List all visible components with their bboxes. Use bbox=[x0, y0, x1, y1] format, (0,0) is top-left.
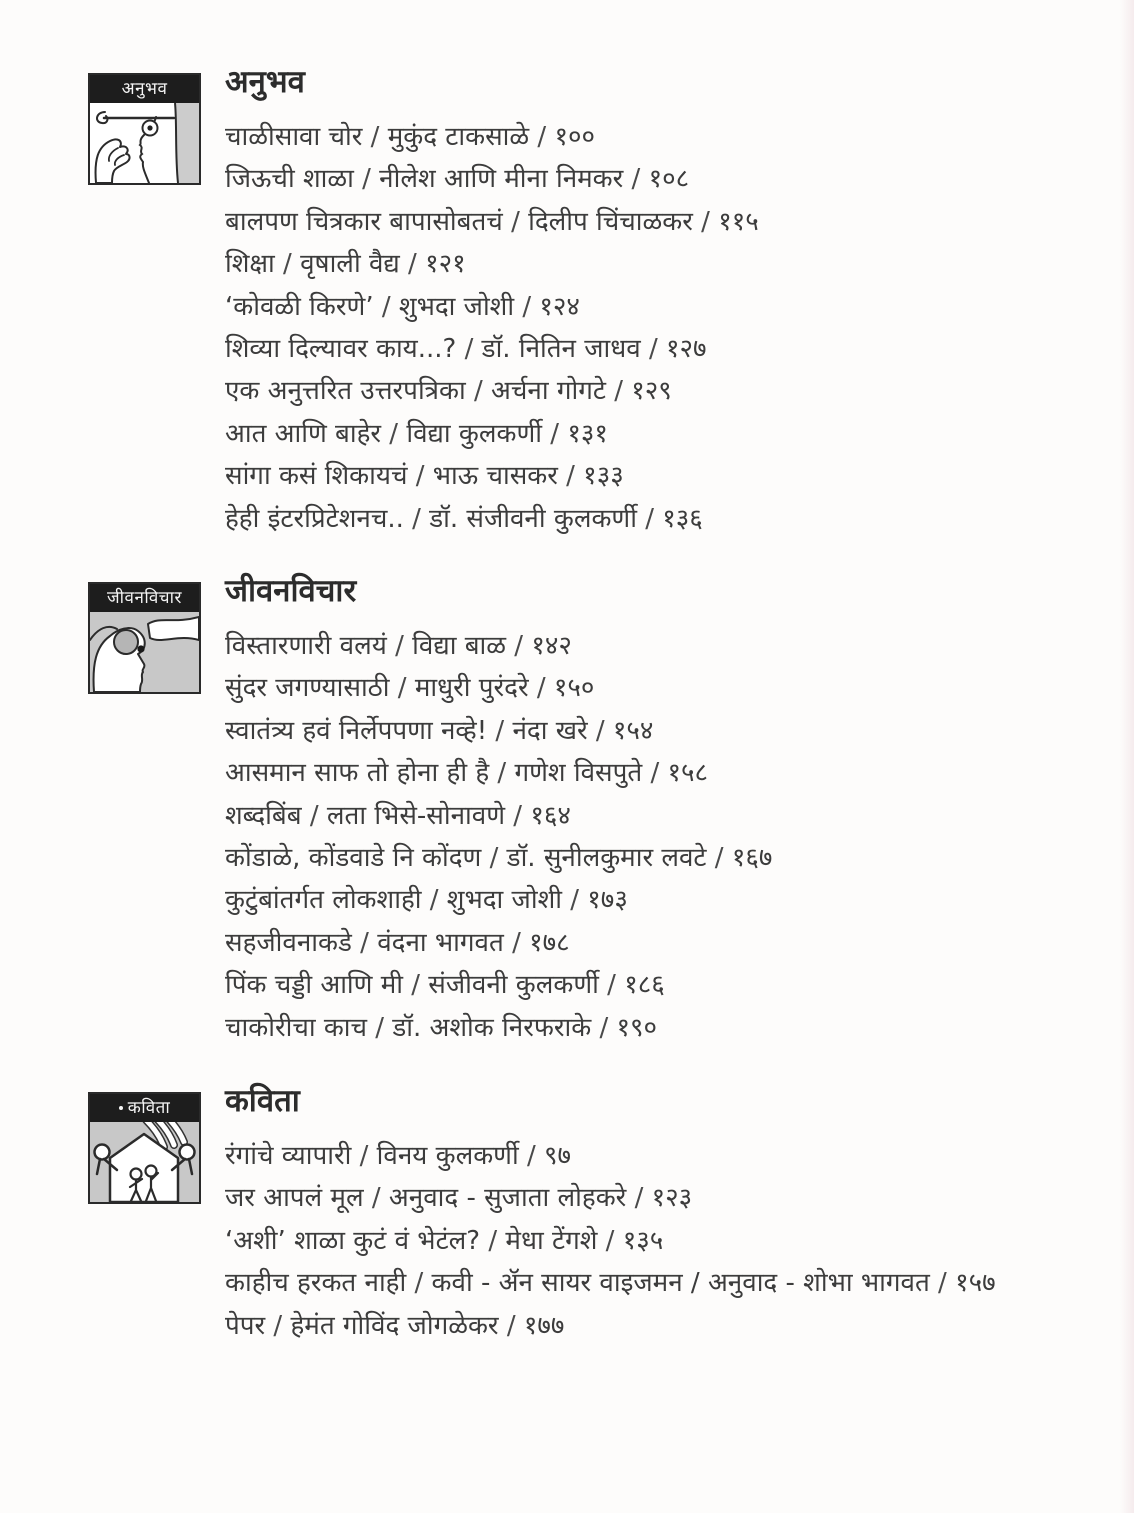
section-title: अनुभव bbox=[225, 64, 305, 100]
entry-page-number: १३३ bbox=[583, 461, 624, 492]
toc-entry bbox=[225, 795, 1125, 837]
entry-author: मुकुंद टाकसाळे bbox=[387, 122, 530, 152]
separator-slash: / bbox=[274, 249, 301, 280]
toc-entry bbox=[225, 1262, 1125, 1304]
entry-page-number: १५७ bbox=[955, 1268, 996, 1299]
entry-author: भाऊ चासकर bbox=[432, 461, 558, 492]
separator-slash: / bbox=[403, 503, 430, 534]
face-hand-drawing bbox=[90, 103, 199, 183]
entry-page-number: १३६ bbox=[662, 503, 703, 534]
entry-page-number: १५८ bbox=[667, 758, 709, 789]
separator-slash: / bbox=[557, 461, 584, 492]
entry-author: डॉ. संजीवनी कुलकर्णी bbox=[429, 503, 637, 534]
entry-page-number: १६४ bbox=[530, 800, 571, 831]
entry-title: सुंदर जगण्यासाठी bbox=[225, 673, 390, 704]
separator-slash: / bbox=[351, 927, 378, 958]
separator-slash: / bbox=[587, 715, 613, 746]
separator-slash: / bbox=[301, 800, 327, 831]
face-waves-drawing bbox=[90, 612, 199, 692]
entry-page-number: १३५ bbox=[622, 1225, 664, 1256]
separator-slash: / bbox=[598, 970, 625, 1001]
entry-author: कवी - ॲन सायर वाइजमन / अनुवाद - शोभा भागवत bbox=[431, 1268, 930, 1299]
separator-slash: / bbox=[642, 758, 668, 789]
separator-slash: / bbox=[421, 885, 447, 916]
entry-page-number: १२३ bbox=[651, 1183, 693, 1214]
toc-list-kavita bbox=[225, 1135, 1125, 1347]
entry-title: हेही इंटरप्रिटेशनच.. bbox=[225, 503, 404, 534]
entry-author: विद्या कुलकर्णी bbox=[406, 418, 543, 449]
entry-author: शुभदा जोशी bbox=[446, 885, 562, 916]
toc-entry bbox=[225, 922, 1125, 964]
separator-slash: / bbox=[381, 418, 407, 449]
toc-entry bbox=[225, 667, 1125, 709]
entry-title: शिव्या दिल्यावर काय...? bbox=[225, 334, 457, 365]
toc-list-jeevanvichar bbox=[225, 625, 1125, 1049]
entry-title: आसमान साफ तो होना ही है bbox=[225, 758, 490, 789]
toc-entry bbox=[225, 1135, 1125, 1177]
entry-title: बालपण चित्रकार बापासोबतचं bbox=[225, 206, 503, 237]
toc-entry bbox=[225, 328, 1125, 370]
entry-title: एक अनुत्तरित उत्तरपत्रिका bbox=[225, 376, 466, 407]
entry-author: संजीवनी कुलकर्णी bbox=[428, 970, 599, 1001]
separator-slash: / bbox=[514, 291, 540, 322]
separator-slash: / bbox=[489, 758, 515, 789]
entry-author: गणेश विसपुते bbox=[514, 758, 643, 789]
entry-page-number: १५४ bbox=[612, 715, 654, 746]
separator-slash: / bbox=[528, 673, 554, 704]
separator-slash: / bbox=[363, 1183, 389, 1214]
section-body bbox=[225, 573, 1125, 1049]
separator-slash: / bbox=[389, 673, 415, 704]
section-body bbox=[225, 64, 1125, 540]
entry-title: पेपर bbox=[225, 1310, 266, 1341]
entry-title: सहजीवनाकडे bbox=[225, 927, 352, 958]
separator-slash: / bbox=[403, 970, 429, 1001]
entry-page-number: ११५ bbox=[718, 206, 759, 237]
entry-author: नंदा खरे bbox=[512, 715, 588, 746]
separator-slash: / bbox=[265, 1310, 291, 1341]
separator-slash: / bbox=[503, 927, 530, 958]
separator-slash: / bbox=[351, 1141, 377, 1171]
entry-page-number: ९७ bbox=[544, 1141, 572, 1171]
entry-author: दिलीप चिंचाळकर bbox=[528, 206, 693, 237]
entry-page-number: १०८ bbox=[648, 164, 690, 195]
separator-slash: / bbox=[692, 206, 719, 237]
entry-author: विनय कुलकर्णी bbox=[376, 1141, 519, 1171]
icon-band-label bbox=[90, 75, 199, 103]
entry-page-number: १७३ bbox=[587, 885, 628, 916]
icon-label-text: जीवनविचार bbox=[107, 588, 182, 608]
entry-page-number: १४२ bbox=[531, 631, 572, 661]
entry-title: शब्दबिंब bbox=[225, 800, 302, 831]
separator-slash: / bbox=[399, 249, 426, 280]
separator-slash: / bbox=[480, 1225, 506, 1256]
entry-title: विस्तारणारी वलयं bbox=[225, 631, 387, 661]
entry-page-number: १५० bbox=[553, 673, 595, 704]
entry-author: वृषाली वैद्य bbox=[300, 249, 400, 280]
entry-author: डॉ. अशोक निरफराके bbox=[392, 1012, 592, 1043]
entry-page-number: १६७ bbox=[731, 843, 773, 874]
toc-entry bbox=[225, 837, 1125, 879]
entry-title: जिऊची शाळा bbox=[225, 164, 354, 195]
separator-slash: / bbox=[623, 164, 649, 195]
toc-entry bbox=[225, 243, 1125, 285]
section-anubhav bbox=[88, 64, 1125, 540]
entry-author: डॉ. सुनीलकुमार लवटे bbox=[506, 843, 707, 874]
section-kavita bbox=[88, 1083, 1125, 1347]
entry-author: मेधा टेंगशे bbox=[505, 1225, 598, 1256]
entry-page-number: १२४ bbox=[539, 291, 580, 322]
separator-slash: / bbox=[929, 1268, 956, 1299]
entry-page-number: १२९ bbox=[631, 376, 672, 407]
toc-entry bbox=[225, 710, 1125, 752]
separator-slash: / bbox=[502, 206, 529, 237]
separator-slash: / bbox=[386, 631, 413, 661]
entry-page-number: १९० bbox=[616, 1012, 658, 1043]
entry-title: शिक्षा bbox=[225, 249, 275, 280]
entry-title: स्वातंत्र्य हवं निर्लेपपणा नव्हे! bbox=[225, 715, 488, 746]
dot-decoration bbox=[119, 1106, 123, 1110]
separator-slash: / bbox=[561, 885, 588, 916]
entry-author: विद्या बाळ bbox=[412, 631, 507, 661]
entry-page-number: १८६ bbox=[624, 970, 665, 1001]
separator-slash: / bbox=[706, 843, 732, 874]
section-title: जीवनविचार bbox=[225, 573, 357, 609]
toc-entry bbox=[225, 1007, 1125, 1049]
toc-entry bbox=[225, 752, 1125, 794]
entry-title: रंगांचे व्यापारी bbox=[225, 1141, 352, 1171]
icon-label-text: अनुभव bbox=[121, 79, 168, 99]
entry-page-number: १७८ bbox=[529, 927, 570, 958]
entry-title: ‘कोवळी किरणे’ bbox=[225, 291, 374, 322]
entry-author: लता भिसे-सोनावणे bbox=[326, 800, 506, 831]
separator-slash: / bbox=[506, 631, 532, 661]
section-title: कविता bbox=[225, 1083, 300, 1119]
entry-page-number: १७७ bbox=[523, 1310, 565, 1341]
icon-band-label bbox=[90, 1094, 199, 1122]
entry-title: काहीच हरकत नाही bbox=[225, 1268, 407, 1299]
separator-slash: / bbox=[487, 715, 513, 746]
toc-entry bbox=[225, 1220, 1125, 1262]
entry-author: डॉ. नितिन जाधव bbox=[481, 334, 641, 365]
entry-author: वंदना भागवत bbox=[377, 927, 504, 958]
separator-slash: / bbox=[406, 1268, 432, 1299]
separator-slash: / bbox=[353, 164, 380, 195]
toc-entry bbox=[225, 498, 1125, 540]
separator-slash: / bbox=[597, 1225, 623, 1256]
entry-title: कोंडाळे, कोंडवाडे नि कोंदण bbox=[225, 843, 482, 874]
section-jeevanvichar bbox=[88, 573, 1125, 1049]
face-waves-icon bbox=[88, 582, 201, 694]
entry-title: ‘अशी’ शाळा कुटं वं भेटंल? bbox=[225, 1225, 481, 1256]
toc-entry bbox=[225, 1177, 1125, 1219]
toc-entry bbox=[225, 370, 1125, 412]
separator-slash: / bbox=[626, 1183, 652, 1214]
entry-page-number: १२७ bbox=[666, 334, 707, 365]
toc-entry bbox=[225, 116, 1125, 158]
entry-title: पिंक चड्डी आणि मी bbox=[225, 970, 403, 1001]
toc-entry bbox=[225, 158, 1125, 200]
toc-entry bbox=[225, 413, 1125, 455]
separator-slash: / bbox=[465, 376, 492, 407]
entry-author: अर्चना गोगटे bbox=[491, 376, 606, 407]
toc-entry bbox=[225, 879, 1125, 921]
separator-slash: / bbox=[407, 461, 433, 492]
separator-slash: / bbox=[481, 843, 507, 874]
entry-author: शुभदा जोशी bbox=[398, 291, 515, 322]
entry-page-number: १३१ bbox=[567, 418, 608, 449]
entry-title: चाकोरीचा काच bbox=[225, 1012, 368, 1043]
separator-slash: / bbox=[529, 122, 555, 152]
house-figures-icon bbox=[88, 1092, 201, 1204]
separator-slash: / bbox=[542, 418, 568, 449]
entry-author: माधुरी पुरंदरे bbox=[414, 673, 529, 704]
separator-slash: / bbox=[373, 291, 399, 322]
separator-slash: / bbox=[456, 334, 482, 365]
separator-slash: / bbox=[518, 1141, 545, 1171]
entry-page-number: १०० bbox=[554, 122, 596, 152]
toc-entry bbox=[225, 201, 1125, 243]
separator-slash: / bbox=[591, 1012, 617, 1043]
separator-slash: / bbox=[605, 376, 632, 407]
entry-title: चाळीसावा चोर bbox=[225, 122, 363, 152]
separator-slash: / bbox=[636, 503, 663, 534]
house-figures-drawing bbox=[90, 1122, 199, 1202]
separator-slash: / bbox=[367, 1012, 393, 1043]
entry-title: सांगा कसं शिकायचं bbox=[225, 461, 408, 492]
entry-title: कुटुंबांतर्गत लोकशाही bbox=[225, 885, 422, 916]
entry-title: जर आपलं मूल bbox=[225, 1183, 364, 1214]
toc-entry bbox=[225, 286, 1125, 328]
toc-list-anubhav bbox=[225, 116, 1125, 540]
separator-slash: / bbox=[640, 334, 667, 365]
toc-entry bbox=[225, 455, 1125, 497]
entry-author: हेमंत गोविंद जोगळेकर bbox=[290, 1310, 499, 1341]
entry-author: नीलेश आणि मीना निमकर bbox=[379, 164, 624, 195]
toc-entry bbox=[225, 964, 1125, 1006]
entry-author: अनुवाद - सुजाता लोहकरे bbox=[388, 1183, 627, 1214]
entry-title: आत आणि बाहेर bbox=[225, 418, 382, 449]
separator-slash: / bbox=[498, 1310, 524, 1341]
icon-band-label bbox=[90, 584, 199, 612]
toc-entry bbox=[225, 1305, 1125, 1347]
section-body bbox=[225, 1083, 1125, 1347]
entry-page-number: १२१ bbox=[425, 249, 466, 280]
icon-label-text: कविता bbox=[127, 1098, 171, 1118]
separator-slash: / bbox=[362, 122, 388, 152]
toc-entry bbox=[225, 625, 1125, 667]
separator-slash: / bbox=[505, 800, 531, 831]
face-hand-icon bbox=[88, 73, 201, 185]
